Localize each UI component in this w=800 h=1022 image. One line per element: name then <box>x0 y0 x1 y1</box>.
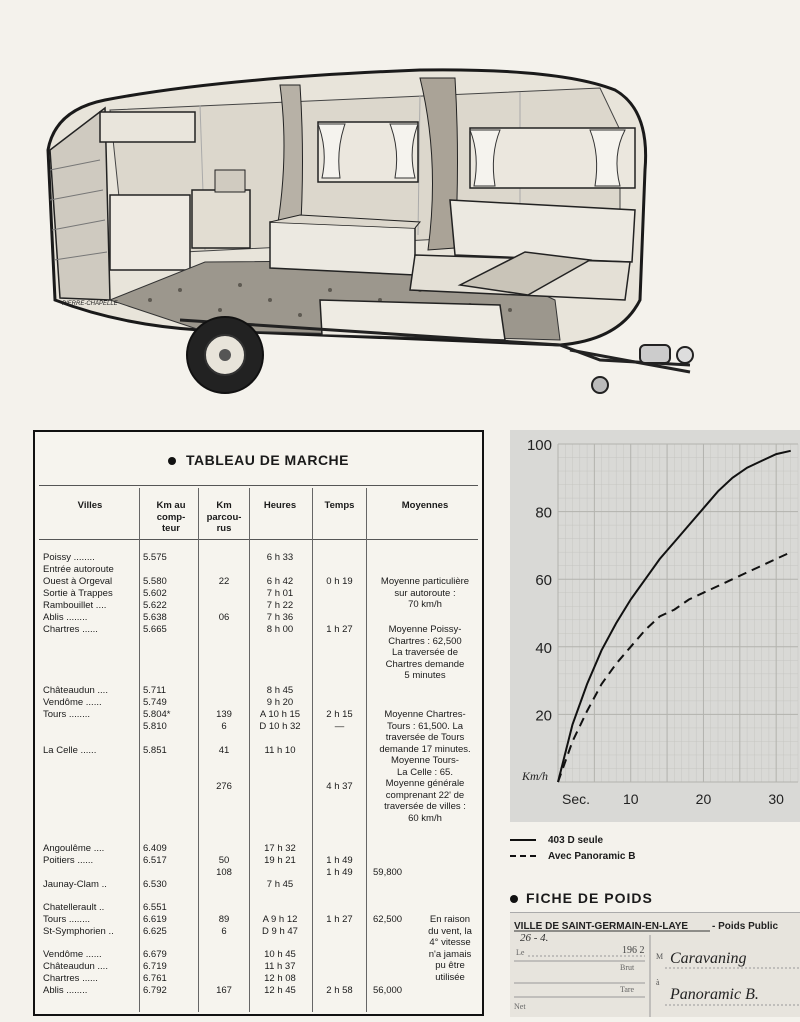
column-header: Heures <box>263 500 297 511</box>
moyenne-line: La traversée de <box>391 647 458 658</box>
ticket-poids-public: - Poids Public <box>712 921 779 932</box>
chart-svg <box>510 430 800 822</box>
table-cell-ville: Ouest à Orgeval <box>43 576 113 587</box>
table-cell-ville: Rambouillet .... <box>43 600 107 611</box>
table-cell-temps: 1 h 49 <box>326 867 353 878</box>
table-cell-ville: St-Symphorien .. <box>43 926 114 937</box>
ticket-date-hand: 26 - 4. <box>520 932 549 944</box>
dashed-line-icon <box>510 855 536 857</box>
chart-legend <box>510 832 800 864</box>
moyenne-line: traversée de Tours <box>385 732 465 743</box>
table-cell-parc: 89 <box>218 914 230 925</box>
table-cell-km: 5.638 <box>143 612 167 623</box>
tableau-title-wrap <box>35 452 482 468</box>
table-cell-km: 5.810 <box>143 721 167 732</box>
table-cell-heure: A 10 h 15 <box>259 709 301 720</box>
table-cell-km: 5.580 <box>143 576 167 587</box>
legend-item-solid <box>510 832 800 848</box>
table-cell-heure: 12 h 08 <box>264 973 296 984</box>
table-cell-ville: Poitiers ...... <box>43 855 94 866</box>
table-cell-km: 6.719 <box>143 961 167 972</box>
y-tick-label: 40 <box>535 639 552 657</box>
table-cell-km: 6.619 <box>143 914 167 925</box>
moyenne-line: 56,000 <box>373 985 403 996</box>
ticket-le-label: Le <box>516 948 525 957</box>
y-axis-label: Km/h <box>522 769 549 783</box>
column-rule <box>312 488 313 1012</box>
table-cell-temps: 2 h 58 <box>326 985 353 996</box>
table-cell-parc: 6 <box>221 926 227 937</box>
column-header: teur <box>162 523 180 534</box>
column-header: Km <box>216 500 232 511</box>
ticket-year: 196 2 <box>622 945 645 956</box>
table-cell-ville: Jaunay-Clam .. <box>43 879 107 890</box>
ticket-brut: Brut <box>620 963 635 972</box>
table-cell-heure: A 9 h 12 <box>262 914 298 925</box>
table-cell-heure: 7 h 01 <box>266 588 294 599</box>
tableau-de-marche <box>33 430 484 1016</box>
column-rule <box>366 488 367 1012</box>
table-cell-km: 6.551 <box>143 902 167 913</box>
table-cell-ville: Chartres ...... <box>43 624 98 635</box>
bullet-icon <box>168 457 176 465</box>
moyenne-line: 59,800 <box>373 867 403 878</box>
table-cell-km: 5.711 <box>143 685 167 696</box>
moyenne-line: Moyenne Tours- <box>391 755 459 766</box>
table-cell-km: 6.409 <box>143 843 167 854</box>
table-cell-parc: 6 <box>221 721 227 732</box>
table-cell-ville: Tours ........ <box>43 709 90 720</box>
table-cell-parc: 22 <box>218 576 230 587</box>
table-cell-temps: 0 h 19 <box>326 576 353 587</box>
y-tick-label: 100 <box>526 437 552 454</box>
column-header: Villes <box>77 500 103 511</box>
ticket-net: Net <box>514 1002 526 1011</box>
moyenne-line: n'a jamais <box>428 948 472 960</box>
y-tick-label: 20 <box>535 707 552 725</box>
acceleration-chart <box>510 430 800 822</box>
ticket-tare: Tare <box>620 985 635 994</box>
y-tick-label: 80 <box>535 504 552 522</box>
ticket-m-label: M <box>656 952 664 961</box>
moyenne-line: du vent, la <box>428 925 472 937</box>
table-cell-ville: Ablis ........ <box>43 612 88 623</box>
table-cell-ville: La Celle ...... <box>43 745 97 756</box>
table-cell-temps: — <box>334 721 345 732</box>
table-cell-heure: 8 h 45 <box>266 685 294 696</box>
legend-item-dashed <box>510 848 800 864</box>
moyenne-line: sur autoroute : <box>394 587 456 599</box>
moyenne-line: Chartres demande <box>385 658 465 670</box>
table-cell-heure: 17 h 32 <box>264 843 296 854</box>
illustration-signature: PIERRE-CHAPELLE <box>62 301 118 307</box>
table-cell-parc: 167 <box>216 985 232 996</box>
ticket-a-label: à <box>656 978 660 987</box>
table-cell-temps: 1 h 49 <box>326 855 353 866</box>
moyenne-line: 5 minutes <box>404 670 446 681</box>
table-cell-temps: 2 h 15 <box>326 709 353 720</box>
table-cell-ville: Châteaudun .... <box>43 685 108 696</box>
table-cell-km: 5.804* <box>143 709 171 720</box>
table-cell-km: 5.602 <box>143 588 167 599</box>
table-cell-ville: Châteaudun .... <box>43 961 108 972</box>
table-cell-heure: 7 h 36 <box>266 612 294 623</box>
moyenne-line: 4° vitesse <box>429 937 471 948</box>
moyenne-line: Tours : 61,500. La <box>386 720 464 732</box>
legend-label-dashed: Avec Panoramic B <box>548 850 636 862</box>
y-tick-label: 60 <box>535 572 552 590</box>
table-cell-km: 6.792 <box>143 985 167 996</box>
moyenne-line: Moyenne Chartres- <box>384 709 466 720</box>
table-cell-heure: 12 h 45 <box>264 985 296 996</box>
solid-line-icon <box>510 839 536 841</box>
table-cell-heure: 10 h 45 <box>264 949 296 960</box>
ticket-hand-m: Caravaning <box>670 950 747 967</box>
table-cell-parc: 06 <box>218 612 230 623</box>
weigh-ticket-svg <box>510 913 800 1017</box>
table-cell-heure: 7 h 45 <box>266 879 294 890</box>
table-cell-heure: 11 h 10 <box>264 745 296 756</box>
moyenne-line: Moyenne Poissy- <box>388 624 462 635</box>
table-cell-parc: 108 <box>216 867 232 878</box>
table-cell-km: 5.575 <box>143 552 167 563</box>
table-cell-ville: Chartres ...... <box>43 973 98 984</box>
x-tick-label: 10 <box>622 791 639 807</box>
moyenne-line: Moyenne générale <box>385 778 465 789</box>
table-cell-heure: 19 h 21 <box>264 855 296 866</box>
table-cell-ville: Chatellerault .. <box>43 902 105 913</box>
moyenne-line: comprenant 22' de <box>385 789 465 801</box>
table-cell-heure: 6 h 42 <box>266 576 294 587</box>
table-cell-parc: 41 <box>218 745 230 756</box>
table-cell-ville: Vendôme ...... <box>43 949 102 960</box>
table-cell-km: 6.679 <box>143 949 167 960</box>
table-cell-heure: 7 h 22 <box>266 600 294 611</box>
table-cell-ville: Angoulême .... <box>43 843 105 854</box>
ticket-header: VILLE DE SAINT-GERMAIN-EN-LAYE <box>514 921 689 932</box>
table-cell-km: 6.517 <box>143 855 167 866</box>
weigh-ticket <box>510 912 800 1017</box>
moyenne-line: traversée de villes : <box>384 801 466 812</box>
moyenne-line: Moyenne particulière <box>380 576 470 587</box>
table-cell-km: 6.530 <box>143 879 167 890</box>
table-cell-km: 5.622 <box>143 600 167 611</box>
x-tick-label: 20 <box>695 791 712 807</box>
table-cell-ville: Entrée autoroute <box>43 564 114 575</box>
moyenne-line: pu être <box>435 960 465 971</box>
moyenne-line: Chartres : 62,500 <box>388 635 462 647</box>
table-cell-temps: 1 h 27 <box>326 624 353 635</box>
table-cell-heure: D 10 h 32 <box>259 721 301 732</box>
moyenne-line: utilisée <box>435 971 465 983</box>
column-header: rus <box>216 523 232 534</box>
column-header: parcou- <box>206 511 242 523</box>
column-header: Moyennes <box>401 500 449 511</box>
tableau-title: TABLEAU DE MARCHE <box>185 452 349 468</box>
table-cell-ville: Vendôme ...... <box>43 697 102 708</box>
table-cell-parc: 50 <box>218 855 230 866</box>
column-header: comp- <box>156 511 186 523</box>
moyenne-line: 62,500 <box>373 914 403 925</box>
column-rule <box>139 488 140 1012</box>
moyenne-line: demande 17 minutes. <box>379 743 471 755</box>
table-cell-parc: 139 <box>216 709 232 720</box>
table-cell-km: 5.749 <box>143 697 167 708</box>
caravan-cutaway-drawing <box>0 0 800 420</box>
moyenne-line: 70 km/h <box>408 599 442 610</box>
table-cell-heure: 8 h 00 <box>266 624 294 635</box>
table-cell-ville: Tours ........ <box>43 914 90 925</box>
ticket-hand-a: Panoramic B. <box>670 986 759 1003</box>
table-cell-km: 6.761 <box>143 973 167 984</box>
table-cell-heure: 11 h 37 <box>264 961 296 972</box>
table-cell-temps: 1 h 27 <box>326 914 353 925</box>
chart-background <box>510 430 800 822</box>
bullet-icon <box>510 895 518 903</box>
caravan-illustration <box>0 0 800 420</box>
fiche-title-wrap <box>510 890 653 906</box>
table-cell-heure: D 9 h 47 <box>262 926 298 937</box>
moyenne-line: En raison <box>429 914 471 925</box>
fiche-title: FICHE DE POIDS <box>526 890 653 906</box>
table-cell-parc: 276 <box>216 781 232 792</box>
table-cell-ville: Ablis ........ <box>43 985 88 996</box>
table-cell-km: 5.851 <box>143 745 167 756</box>
table-cell-km: 6.625 <box>143 926 167 937</box>
column-header: Temps <box>324 500 355 511</box>
x-tick-label: 30 <box>768 791 784 807</box>
table-cell-km: 5.665 <box>143 624 167 635</box>
moyenne-line: 60 km/h <box>408 812 442 824</box>
table-cell-temps: 4 h 37 <box>326 781 353 792</box>
column-header: Km au <box>156 500 186 511</box>
header-top-rule <box>39 485 478 486</box>
legend-label-solid: 403 D seule <box>548 834 604 846</box>
table-cell-heure: 6 h 33 <box>266 552 294 563</box>
x-axis-label: Sec. <box>562 791 591 807</box>
table-cell-ville: Sortie à Trappes <box>43 588 113 599</box>
table-cell-heure: 9 h 20 <box>266 697 294 708</box>
header-bottom-rule <box>39 539 478 540</box>
moyenne-line: La Celle : 65. <box>397 766 453 778</box>
table-cell-ville: Poissy ........ <box>43 552 95 563</box>
